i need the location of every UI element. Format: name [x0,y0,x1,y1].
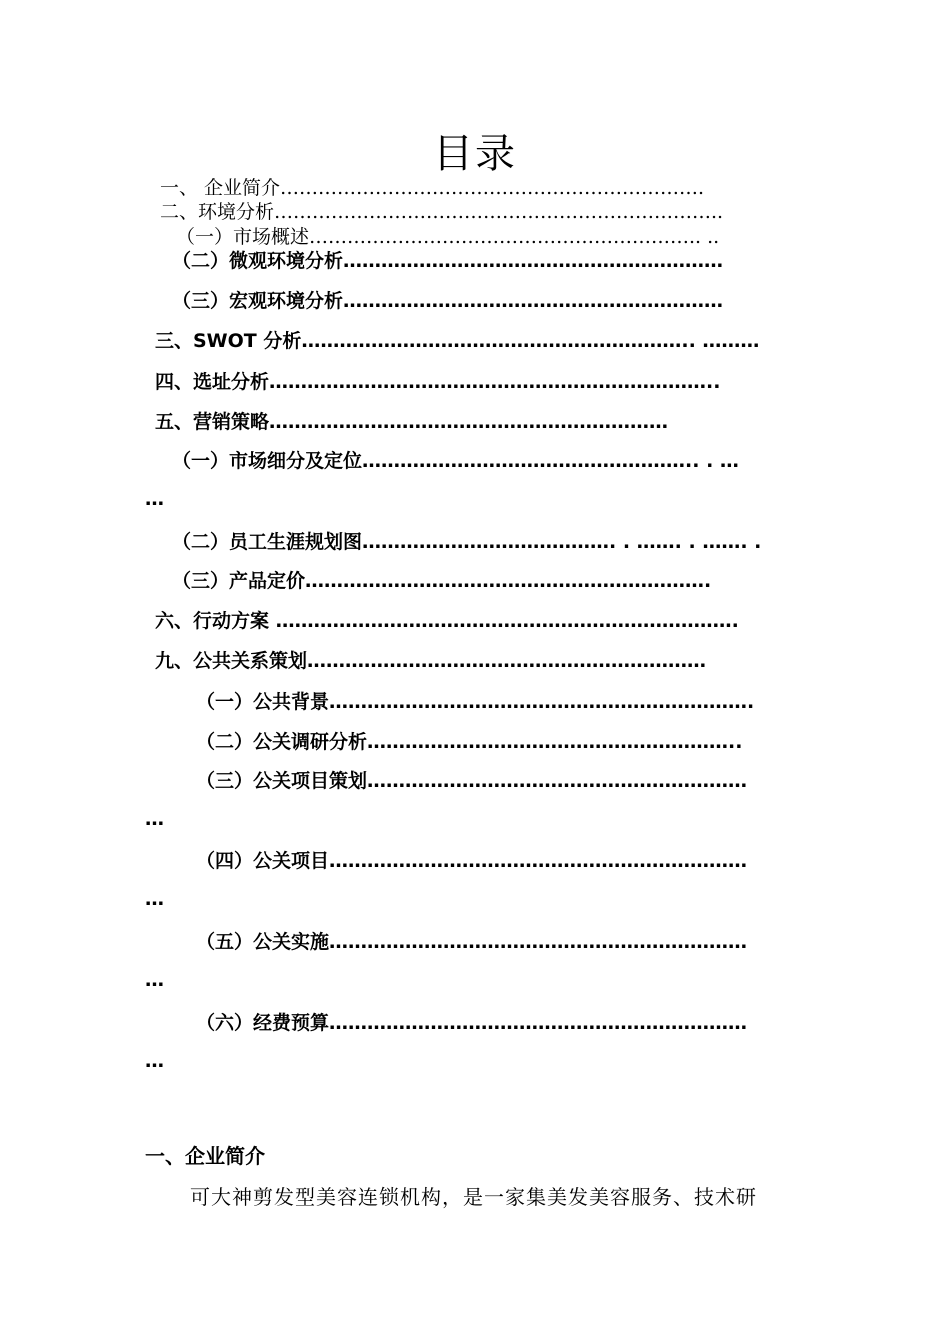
toc-entry-marketing-strategy[interactable] [155,410,668,434]
toc-leader-dots: …………………………………………………………….. [269,371,721,393]
toc-entry-label: 二、环境分析 [160,201,275,223]
body-paragraph: 可大神剪发型美容连锁机构，是一家集美发美容服务、技术研 [190,1185,757,1209]
toc-entry-label: （三）公关项目策划 [196,770,368,792]
toc-entry-career-plan[interactable] [172,530,761,554]
toc-wrapped-dots: … [145,1050,164,1072]
toc-leader-dots: ………………………………………………………… [329,1012,748,1034]
toc-wrapped-dots: … [145,888,164,910]
toc-leader-dots: …………………………………………………….. ……… [301,330,760,352]
toc-entry-label: （六）经费预算 [196,1012,330,1034]
toc-leader-dots: …………………………………………………… [367,770,748,792]
toc-entry-micro-environment[interactable] [172,249,723,273]
toc-leader-dots: …………………………………………………….. .. [309,226,720,248]
toc-entry-pr-projects[interactable] [196,849,747,873]
toc-entry-public-relations[interactable] [155,649,706,673]
toc-entry-label: （一）市场概述 [176,226,310,248]
toc-leader-dots: …………………………………. . ……. . ……. . [362,531,762,553]
toc-entry-label: 九、公共关系策划 [155,650,308,672]
toc-entry-label: 六、行动方案 [155,610,276,632]
toc-entry-site-analysis[interactable] [155,370,720,394]
toc-title: 目录 [433,131,517,177]
toc-leader-dots: ………………………………………………………… [329,850,748,872]
toc-entry-public-background[interactable] [196,690,754,714]
toc-leader-dots: …………………………………………………………. [329,691,755,713]
toc-leader-dots: …………………………………………….. . … [362,450,739,472]
toc-entry-pr-project-planning[interactable] [196,769,747,793]
toc-entry-label: （二）微观环境分析 [172,250,344,272]
toc-entry-pr-research[interactable] [196,730,742,754]
toc-leader-dots: ………………………………………………….. [367,731,743,753]
toc-entry-market-segmentation[interactable] [172,449,739,473]
toc-entry-product-pricing[interactable] [172,569,711,593]
toc-leader-dots: ………………………………………………………………. [275,610,739,632]
toc-entry-label: （一）公共背景 [196,691,330,713]
section-heading: 一、企业简介 [145,1144,265,1168]
toc-entry-label: （二）员工生涯规划图 [172,531,363,553]
toc-entry-label: 三、SWOT 分析 [155,330,302,352]
toc-wrapped-dots: … [145,808,164,830]
toc-entry-macro-environment[interactable] [172,289,723,313]
toc-leader-dots: …………………………………………………………….. [274,201,724,223]
toc-entry-label: 五、营销策略 [155,411,270,433]
toc-leader-dots: …………………………………………………………. [280,177,705,199]
toc-entry-label: （四）公关项目 [196,850,330,872]
toc-leader-dots: ………………………………………………………… [329,931,748,953]
toc-entry-budget[interactable] [196,1011,747,1035]
toc-entry-swot-analysis[interactable] [155,329,759,353]
toc-entry-action-plan[interactable] [155,609,739,633]
toc-leader-dots: …………………………………………………… [343,290,724,312]
toc-entry-pr-implementation[interactable] [196,930,747,954]
toc-entry-label: （一）市场细分及定位 [172,450,363,472]
toc-leader-dots: ……………………………………………………… [307,650,707,672]
toc-wrapped-dots: … [145,488,164,510]
toc-leader-dots: …………………………………………………… [343,250,724,272]
toc-entry-label: （三）产品定价 [172,570,306,592]
toc-entry-label: （五）公关实施 [196,931,330,953]
toc-entry-label: （二）公关调研分析 [196,731,368,753]
toc-entry-company-intro[interactable] [160,176,704,200]
toc-wrapped-dots: … [145,969,164,991]
toc-leader-dots: ………………………………………………………. [305,570,712,592]
toc-entry-label: 一、 企业简介 [160,177,281,199]
toc-entry-label: （三）宏观环境分析 [172,290,344,312]
toc-leader-dots: ……………………………………………………… [269,411,669,433]
toc-entry-label: 四、选址分析 [155,371,270,393]
toc-entry-environment-analysis[interactable] [160,200,723,224]
toc-entry-market-overview[interactable] [176,225,719,249]
